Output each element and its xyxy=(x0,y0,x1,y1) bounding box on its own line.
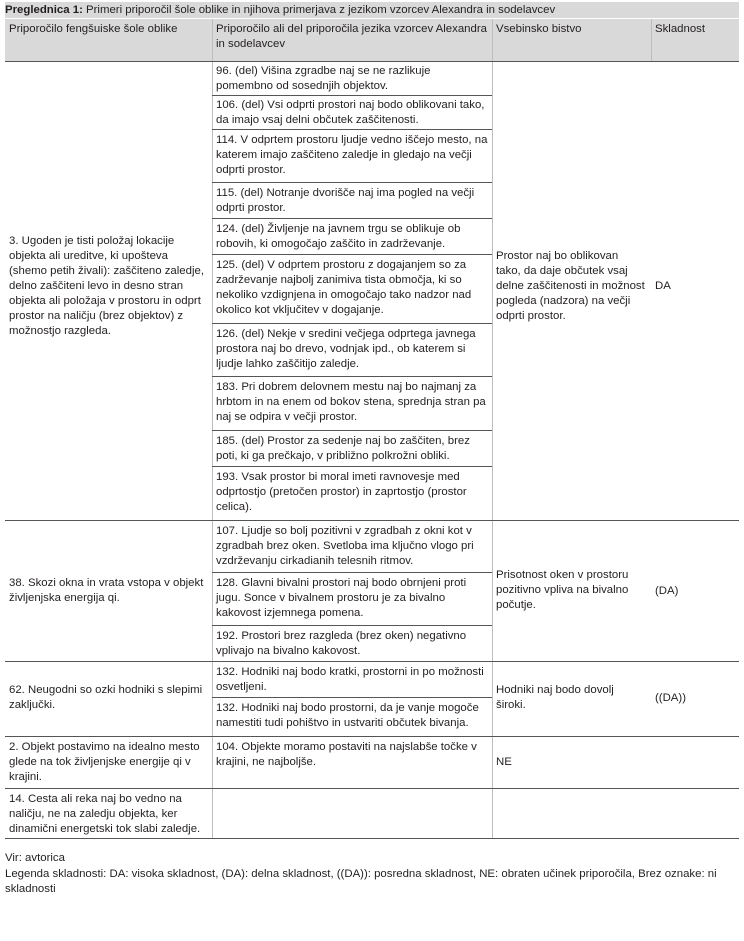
essence-group-3: Hodniki naj bodo dovolj široki. xyxy=(496,684,614,711)
column-divider xyxy=(651,19,652,61)
row-divider xyxy=(5,61,739,62)
pattern-115: 115. (del) Notranje dvorišče naj ima pogled na večji odprti prostor. xyxy=(216,187,475,214)
feng-recommendation-3: 3. Ugoden je tisti položaj lokacije objekta ali ureditve, ki upošteva (shemo petih živali): zaščiteno zaledje, delno zaščiteni levo in desno stran objekta ali položaja v prostoru in odprt prostor na naličju (brez objektov) z možnostjo razgleda. xyxy=(9,235,204,337)
pattern-104: 104. Objekte moramo postaviti na najslabše točke v krajini, ne najboljše. xyxy=(216,741,477,768)
feng-recommendation-2: 2. Objekt postavimo na idealno mesto glede na tok življenjske energije qi v krajini. xyxy=(9,741,200,783)
pattern-126: 126. (del) Nekje v sredini večjega odprtega javnega prostora naj bo drevo, vodnjak ipd., ob katerem si ljudje lahko zaščitijo zaledje. xyxy=(216,328,476,370)
pattern-divider xyxy=(212,572,492,573)
row-divider xyxy=(5,788,739,789)
compliance-legend: Legenda skladnosti: DA: visoka skladnost, (DA): delna skladnost, ((DA)): posredna skladnost, NE: obraten učinek priporočila, Brez oznake: ni skladnosti xyxy=(5,868,717,895)
header-col-compliance: Skladnost xyxy=(655,23,706,35)
pattern-192: 192. Prostori brez razgleda (brez oken) negativno vplivajo na bivalno kakovost. xyxy=(216,630,467,657)
feng-recommendation-62: 62. Neugodni so ozki hodniki s slepimi zaključki. xyxy=(9,684,203,711)
column-divider xyxy=(212,19,213,838)
caption-text: Primeri priporočil šole oblike in njihova primerjava z jezikom vzorcev Alexandra in sodelavcev xyxy=(82,4,556,16)
compliance-group-2: (DA) xyxy=(655,585,679,597)
row-divider xyxy=(5,520,739,521)
row-divider xyxy=(5,838,739,839)
pattern-193: 193. Vsak prostor bi moral imeti ravnovesje med odprtostjo (pretočen prostor) in zaprtostjo (prostor celica). xyxy=(216,471,467,513)
essence-group-2: Prisotnost oken v prostoru pozitivno vpliva na bivalno počutje. xyxy=(496,569,629,611)
header-col-feng: Priporočilo fengšuiske šole oblike xyxy=(9,23,178,35)
compliance-group-1: DA xyxy=(655,280,671,292)
pattern-divider xyxy=(212,129,492,130)
pattern-132-a: 132. Hodniki naj bodo kratki, prostorni in po možnosti osvetljeni. xyxy=(216,666,484,693)
pattern-96: 96. (del) Višina zgradbe naj se ne razlikuje pomembno od sosednjih objektov. xyxy=(216,65,431,92)
pattern-divider xyxy=(212,182,492,183)
pattern-124: 124. (del) Življenje na javnem trgu se oblikuje ob robovih, ki omogočajo zaščito in zadrževanje. xyxy=(216,223,461,250)
header-col-essence: Vsebinsko bistvo xyxy=(496,23,582,35)
feng-recommendation-14: 14. Cesta ali reka naj bo vedno na naličju, ne na zaledju objekta, ker dinamični energetski tok slabi zaledje. xyxy=(9,793,201,835)
pattern-183: 183. Pri dobrem delovnem mestu naj bo najmanj za hrbtom in na enem od bokov stena, sprednja stran pa naj se odpira v večji prostor. xyxy=(216,381,486,423)
compliance-group-3: ((DA)) xyxy=(655,692,686,704)
row-divider xyxy=(5,736,739,737)
header-col-pattern: Priporočilo ali del priporočila jezika vzorcev Alexandra in sodelavcev xyxy=(216,23,487,50)
pattern-125: 125. (del) V odprtem prostoru z dogajanjem so za zadrževanje najbolj zanimiva tista območja, ki so nekoliko vzdignjena in omogočajo tako nadzor nad okolico kot vključitev v dogajanje. xyxy=(216,259,472,316)
column-divider xyxy=(492,19,493,838)
essence-group-1: Prostor naj bo oblikovan tako, da daje občutek vsaj delne zaščitenosti in možnost pogleda (nadzora) na večji odprti prostor. xyxy=(496,250,645,322)
table-caption xyxy=(5,2,739,18)
essence-group-4: NE xyxy=(496,756,512,768)
pattern-divider xyxy=(212,430,492,431)
pattern-divider xyxy=(212,625,492,626)
row-divider xyxy=(5,661,739,662)
feng-recommendation-38: 38. Skozi okna in vrata vstopa v objekt življenjska energija qi. xyxy=(9,577,204,604)
pattern-divider xyxy=(212,95,492,96)
pattern-divider xyxy=(212,218,492,219)
pattern-divider xyxy=(212,697,492,698)
pattern-128: 128. Glavni bivalni prostori naj bodo obrnjeni proti jugu. Sonce v bivalnem prostoru je za bivalno kakovost izjemnega pomena. xyxy=(216,577,467,619)
pattern-114: 114. V odprtem prostoru ljudje vedno iščejo mesto, na katerem imajo zaščiteno zaledje in gledajo na večji odprti prostor. xyxy=(216,134,488,176)
pattern-divider xyxy=(212,376,492,377)
pattern-107: 107. Ljudje so bolj pozitivni v zgradbah z okni kot v zgradbah brez oken. Svetloba ima ključno vlogo pri vzdrževanju cirkadianih telesnih ritmov. xyxy=(216,525,474,567)
pattern-divider xyxy=(212,466,492,467)
pattern-divider xyxy=(212,254,492,255)
pattern-106: 106. (del) Vsi odprti prostori naj bodo oblikovani tako, da imajo vsaj delni občutek zaščitenosti. xyxy=(216,99,485,126)
source-note: Vir: avtorica xyxy=(5,852,65,864)
pattern-divider xyxy=(212,323,492,324)
pattern-185: 185. (del) Prostor za sedenje naj bo zaščiten, brez poti, ki ga prečkajo, v približno polkrožni obliki. xyxy=(216,435,470,462)
pattern-132-b: 132. Hodniki naj bodo prostorni, da je vanje mogoče namestiti tudi pohištvo in ustvariti občutek bivanja. xyxy=(216,702,479,729)
caption-label: Preglednica 1: xyxy=(5,4,83,16)
